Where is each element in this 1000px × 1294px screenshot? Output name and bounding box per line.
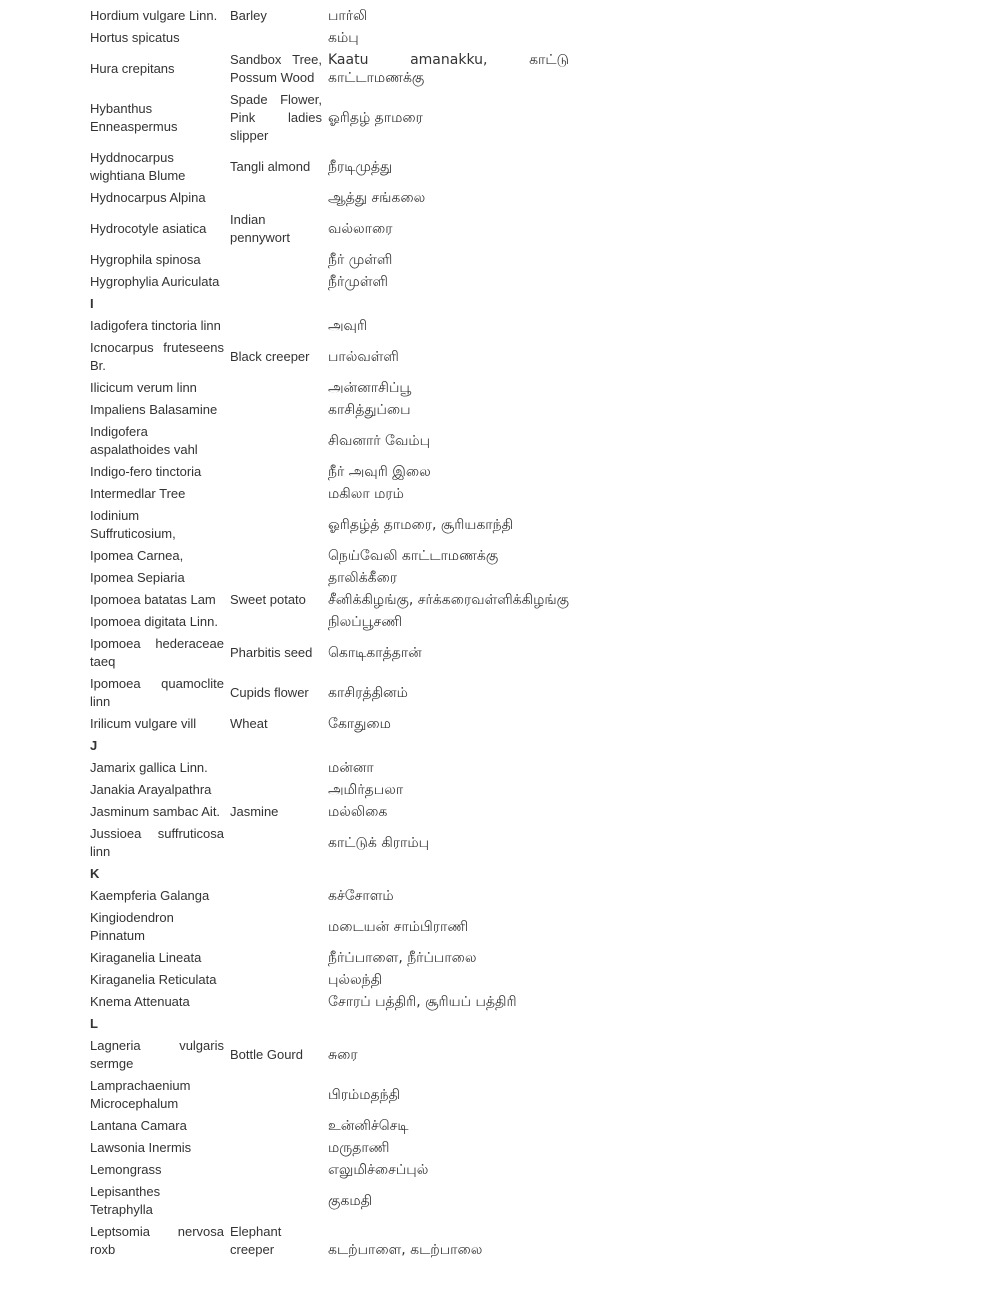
scientific-name: Ipomoea quamoclite linn bbox=[90, 676, 224, 709]
table-body bbox=[87, 5, 572, 1261]
table-row bbox=[87, 757, 572, 779]
scientific-name: Kaempferia Galanga bbox=[90, 888, 210, 903]
scientific-name: Hordium vulgare Linn. bbox=[90, 8, 218, 23]
english-name bbox=[227, 907, 325, 947]
scientific-name: Hygrophylia Auriculata bbox=[90, 274, 220, 289]
table-row bbox=[87, 1181, 572, 1221]
table-row bbox=[87, 907, 572, 947]
tamil-name: பால்வள்ளி bbox=[328, 349, 399, 365]
table-row bbox=[87, 5, 572, 27]
tamil-name: பார்லி bbox=[328, 8, 368, 24]
table-row bbox=[87, 823, 572, 863]
scientific-name: Ipomoea hederaceae taeq bbox=[90, 636, 224, 669]
tamil-name: காசித்துப்பை bbox=[328, 402, 411, 418]
tamil-name: மகிலா மரம் bbox=[328, 486, 404, 502]
scientific-name: Hybanthus Enneaspermus bbox=[90, 101, 178, 134]
tamil-name: உன்னிச்செடி bbox=[328, 1118, 409, 1134]
table-row bbox=[87, 421, 572, 461]
tamil-name: அவுரி bbox=[328, 318, 368, 334]
scientific-name: Ilicicum verum linn bbox=[90, 380, 197, 395]
table-row bbox=[87, 885, 572, 907]
scientific-name: Janakia Arayalpathra bbox=[90, 782, 212, 797]
tamil-name: சிவனார் வேம்பு bbox=[328, 433, 431, 449]
tamil-name: கோதுமை bbox=[328, 716, 391, 732]
english-name: Bottle Gourd bbox=[230, 1047, 303, 1062]
scientific-name: Hydrocotyle asiatica bbox=[90, 221, 207, 236]
english-name: Jasmine bbox=[230, 804, 279, 819]
scientific-name: Kiraganelia Reticulata bbox=[90, 972, 217, 987]
english-name: Wheat bbox=[230, 716, 268, 731]
table-row bbox=[87, 545, 572, 567]
english-name: Elephant creeper bbox=[230, 1224, 282, 1257]
tamil-name: காசிரத்தினம் bbox=[328, 685, 408, 701]
table-row bbox=[87, 611, 572, 633]
scientific-name: Hydnocarpus Alpina bbox=[90, 190, 206, 205]
table-row bbox=[87, 461, 572, 483]
tamil-name: புல்லந்தி bbox=[328, 972, 383, 988]
english-name bbox=[227, 779, 325, 801]
scientific-name: Iodinium Suffruticosium, bbox=[90, 508, 176, 541]
english-name: Indian pennywort bbox=[230, 212, 290, 245]
english-name bbox=[227, 271, 325, 293]
plant-names-table bbox=[87, 5, 572, 1261]
table-row bbox=[87, 673, 572, 713]
tamil-name: Kaatu amanakku, காட்டு காட்டாமணக்கு bbox=[328, 52, 569, 86]
section-letter-row bbox=[87, 1013, 572, 1035]
english-name bbox=[227, 823, 325, 863]
english-name: Spade Flower, Pink ladies slipper bbox=[230, 92, 322, 143]
tamil-name: காட்டுக் கிராம்பு bbox=[328, 835, 430, 851]
scientific-name: Lepisanthes Tetraphylla bbox=[90, 1184, 161, 1217]
table-row bbox=[87, 49, 572, 89]
table-row bbox=[87, 633, 572, 673]
english-name bbox=[227, 969, 325, 991]
english-name bbox=[227, 461, 325, 483]
tamil-name: கச்சோளம் bbox=[328, 888, 394, 904]
table-row bbox=[87, 147, 572, 187]
table-row bbox=[87, 567, 572, 589]
english-name bbox=[227, 1137, 325, 1159]
table-row bbox=[87, 947, 572, 969]
tamil-name: மல்லிகை bbox=[328, 804, 388, 820]
english-name bbox=[227, 611, 325, 633]
table-row bbox=[87, 589, 572, 611]
english-name bbox=[227, 483, 325, 505]
table-row bbox=[87, 27, 572, 49]
table-row bbox=[87, 1221, 572, 1261]
table-row bbox=[87, 1075, 572, 1115]
scientific-name: Ipomea Sepiaria bbox=[90, 570, 185, 585]
english-name: Black creeper bbox=[230, 349, 310, 364]
english-name bbox=[227, 885, 325, 907]
scientific-name: Leptsomia nervosa roxb bbox=[90, 1224, 224, 1257]
table-row bbox=[87, 209, 572, 249]
english-name bbox=[227, 567, 325, 589]
scientific-name: Hygrophila spinosa bbox=[90, 252, 201, 267]
scientific-name: Knema Attenuata bbox=[90, 994, 190, 1009]
tamil-name: சீனிக்கிழங்கு, சர்க்கரைவள்ளிக்கிழங்கு bbox=[328, 592, 569, 608]
table-row bbox=[87, 969, 572, 991]
section-letter: K bbox=[90, 866, 100, 881]
tamil-name: மடையன் சாம்பிராணி bbox=[328, 919, 469, 935]
english-name: Pharbitis seed bbox=[230, 645, 313, 660]
english-name bbox=[227, 27, 325, 49]
english-name bbox=[227, 1181, 325, 1221]
table-row bbox=[87, 801, 572, 823]
table-row bbox=[87, 483, 572, 505]
table-row bbox=[87, 779, 572, 801]
english-name bbox=[227, 377, 325, 399]
english-name bbox=[227, 947, 325, 969]
tamil-name: ஓரிதழ்த் தாமரை, சூரியகாந்தி bbox=[328, 517, 514, 533]
scientific-name: Hortus spicatus bbox=[90, 30, 180, 45]
english-name: Sandbox Tree, Possum Wood bbox=[230, 52, 322, 85]
english-name bbox=[227, 1075, 325, 1115]
tamil-name: நீர்ப்பாளை, நீர்ப்பாலை bbox=[328, 950, 477, 966]
table-row bbox=[87, 377, 572, 399]
scientific-name: Ipomoea digitata Linn. bbox=[90, 614, 218, 629]
table-row bbox=[87, 89, 572, 147]
table-row bbox=[87, 991, 572, 1013]
tamil-name: கம்பு bbox=[328, 30, 359, 46]
tamil-name: சுரை bbox=[328, 1047, 358, 1063]
english-name bbox=[227, 991, 325, 1013]
tamil-name: நீர்முள்ளி bbox=[328, 274, 388, 290]
english-name bbox=[227, 399, 325, 421]
english-name: Barley bbox=[230, 8, 267, 23]
tamil-name: மருதாணி bbox=[328, 1140, 390, 1156]
section-letter: J bbox=[90, 738, 98, 753]
english-name bbox=[227, 187, 325, 209]
tamil-name: எலுமிச்சைப்புல் bbox=[328, 1162, 429, 1178]
table-row bbox=[87, 249, 572, 271]
scientific-name: Lamprachaenium Microcephalum bbox=[90, 1078, 191, 1111]
scientific-name: Ipomoea batatas Lam bbox=[90, 592, 216, 607]
table-row bbox=[87, 1035, 572, 1075]
tamil-name: நீரடிமுத்து bbox=[328, 159, 393, 175]
tamil-name: ஓரிதழ் தாமரை bbox=[328, 110, 423, 126]
section-letter-row bbox=[87, 863, 572, 885]
scientific-name: Icnocarpus fruteseens Br. bbox=[90, 340, 224, 373]
scientific-name: Irilicum vulgare vill bbox=[90, 716, 197, 731]
scientific-name: Jussioea suffruticosa linn bbox=[90, 826, 224, 859]
section-letter: I bbox=[90, 296, 94, 311]
tamil-name: தாலிக்கீரை bbox=[328, 570, 398, 586]
scientific-name: Indigofera aspalathoides vahl bbox=[90, 424, 198, 457]
tamil-name: கொடிகாத்தான் bbox=[328, 645, 422, 661]
table-row bbox=[87, 315, 572, 337]
english-name: Tangli almond bbox=[230, 159, 311, 174]
scientific-name: Lagneria vulgaris sermge bbox=[90, 1038, 224, 1071]
scientific-name: Lemongrass bbox=[90, 1162, 162, 1177]
scientific-name: Impaliens Balasamine bbox=[90, 402, 218, 417]
english-name bbox=[227, 1115, 325, 1137]
tamil-name: நீர் முள்ளி bbox=[328, 252, 393, 268]
tamil-name: அன்னாசிப்பூ bbox=[328, 380, 412, 396]
scientific-name: Ipomea Carnea, bbox=[90, 548, 184, 563]
scientific-name: Hyddnocarpus wightiana Blume bbox=[90, 150, 186, 183]
table-row bbox=[87, 1115, 572, 1137]
tamil-name: பிரம்மதந்தி bbox=[328, 1087, 401, 1103]
tamil-name: நிலப்பூசணி bbox=[328, 614, 403, 630]
scientific-name: Lawsonia Inermis bbox=[90, 1140, 192, 1155]
scientific-name: Lantana Camara bbox=[90, 1118, 187, 1133]
scientific-name: Hura crepitans bbox=[90, 61, 175, 76]
table-row bbox=[87, 1159, 572, 1181]
tamil-name: அமிர்தபலா bbox=[328, 782, 404, 798]
table-row bbox=[87, 1137, 572, 1159]
english-name: Sweet potato bbox=[230, 592, 306, 607]
english-name: Cupids flower bbox=[230, 685, 309, 700]
tamil-name: நீர் அவுரி இலை bbox=[328, 464, 431, 480]
english-name bbox=[227, 249, 325, 271]
english-name bbox=[227, 1159, 325, 1181]
tamil-name: ஆத்து சங்கலை bbox=[328, 190, 426, 206]
section-letter-row bbox=[87, 735, 572, 757]
scientific-name: Jamarix gallica Linn. bbox=[90, 760, 208, 775]
scientific-name: Iadigofera tinctoria linn bbox=[90, 318, 221, 333]
scientific-name: Kiraganelia Lineata bbox=[90, 950, 202, 965]
table-row bbox=[87, 713, 572, 735]
tamil-name: கடற்பாளை, கடற்பாலை bbox=[328, 1242, 483, 1258]
english-name bbox=[227, 545, 325, 567]
table-row bbox=[87, 337, 572, 377]
english-name bbox=[227, 757, 325, 779]
english-name bbox=[227, 421, 325, 461]
section-letter: L bbox=[90, 1016, 98, 1031]
english-name bbox=[227, 315, 325, 337]
scientific-name: Indigo-fero tinctoria bbox=[90, 464, 202, 479]
tamil-name: சோரப் பத்திரி, சூரியப் பத்திரி bbox=[328, 994, 517, 1010]
tamil-name: நெய்வேலி காட்டாமணக்கு bbox=[328, 548, 499, 564]
table-row bbox=[87, 505, 572, 545]
table-row bbox=[87, 187, 572, 209]
scientific-name: Intermedlar Tree bbox=[90, 486, 186, 501]
scientific-name: Kingiodendron Pinnatum bbox=[90, 910, 174, 943]
english-name bbox=[227, 505, 325, 545]
tamil-name: குகமதி bbox=[328, 1193, 373, 1209]
scientific-name: Jasminum sambac Ait. bbox=[90, 804, 221, 819]
tamil-name: மன்னா bbox=[328, 760, 374, 776]
section-letter-row bbox=[87, 293, 572, 315]
tamil-name: வல்லாரை bbox=[328, 221, 393, 237]
table-row bbox=[87, 399, 572, 421]
table-row bbox=[87, 271, 572, 293]
